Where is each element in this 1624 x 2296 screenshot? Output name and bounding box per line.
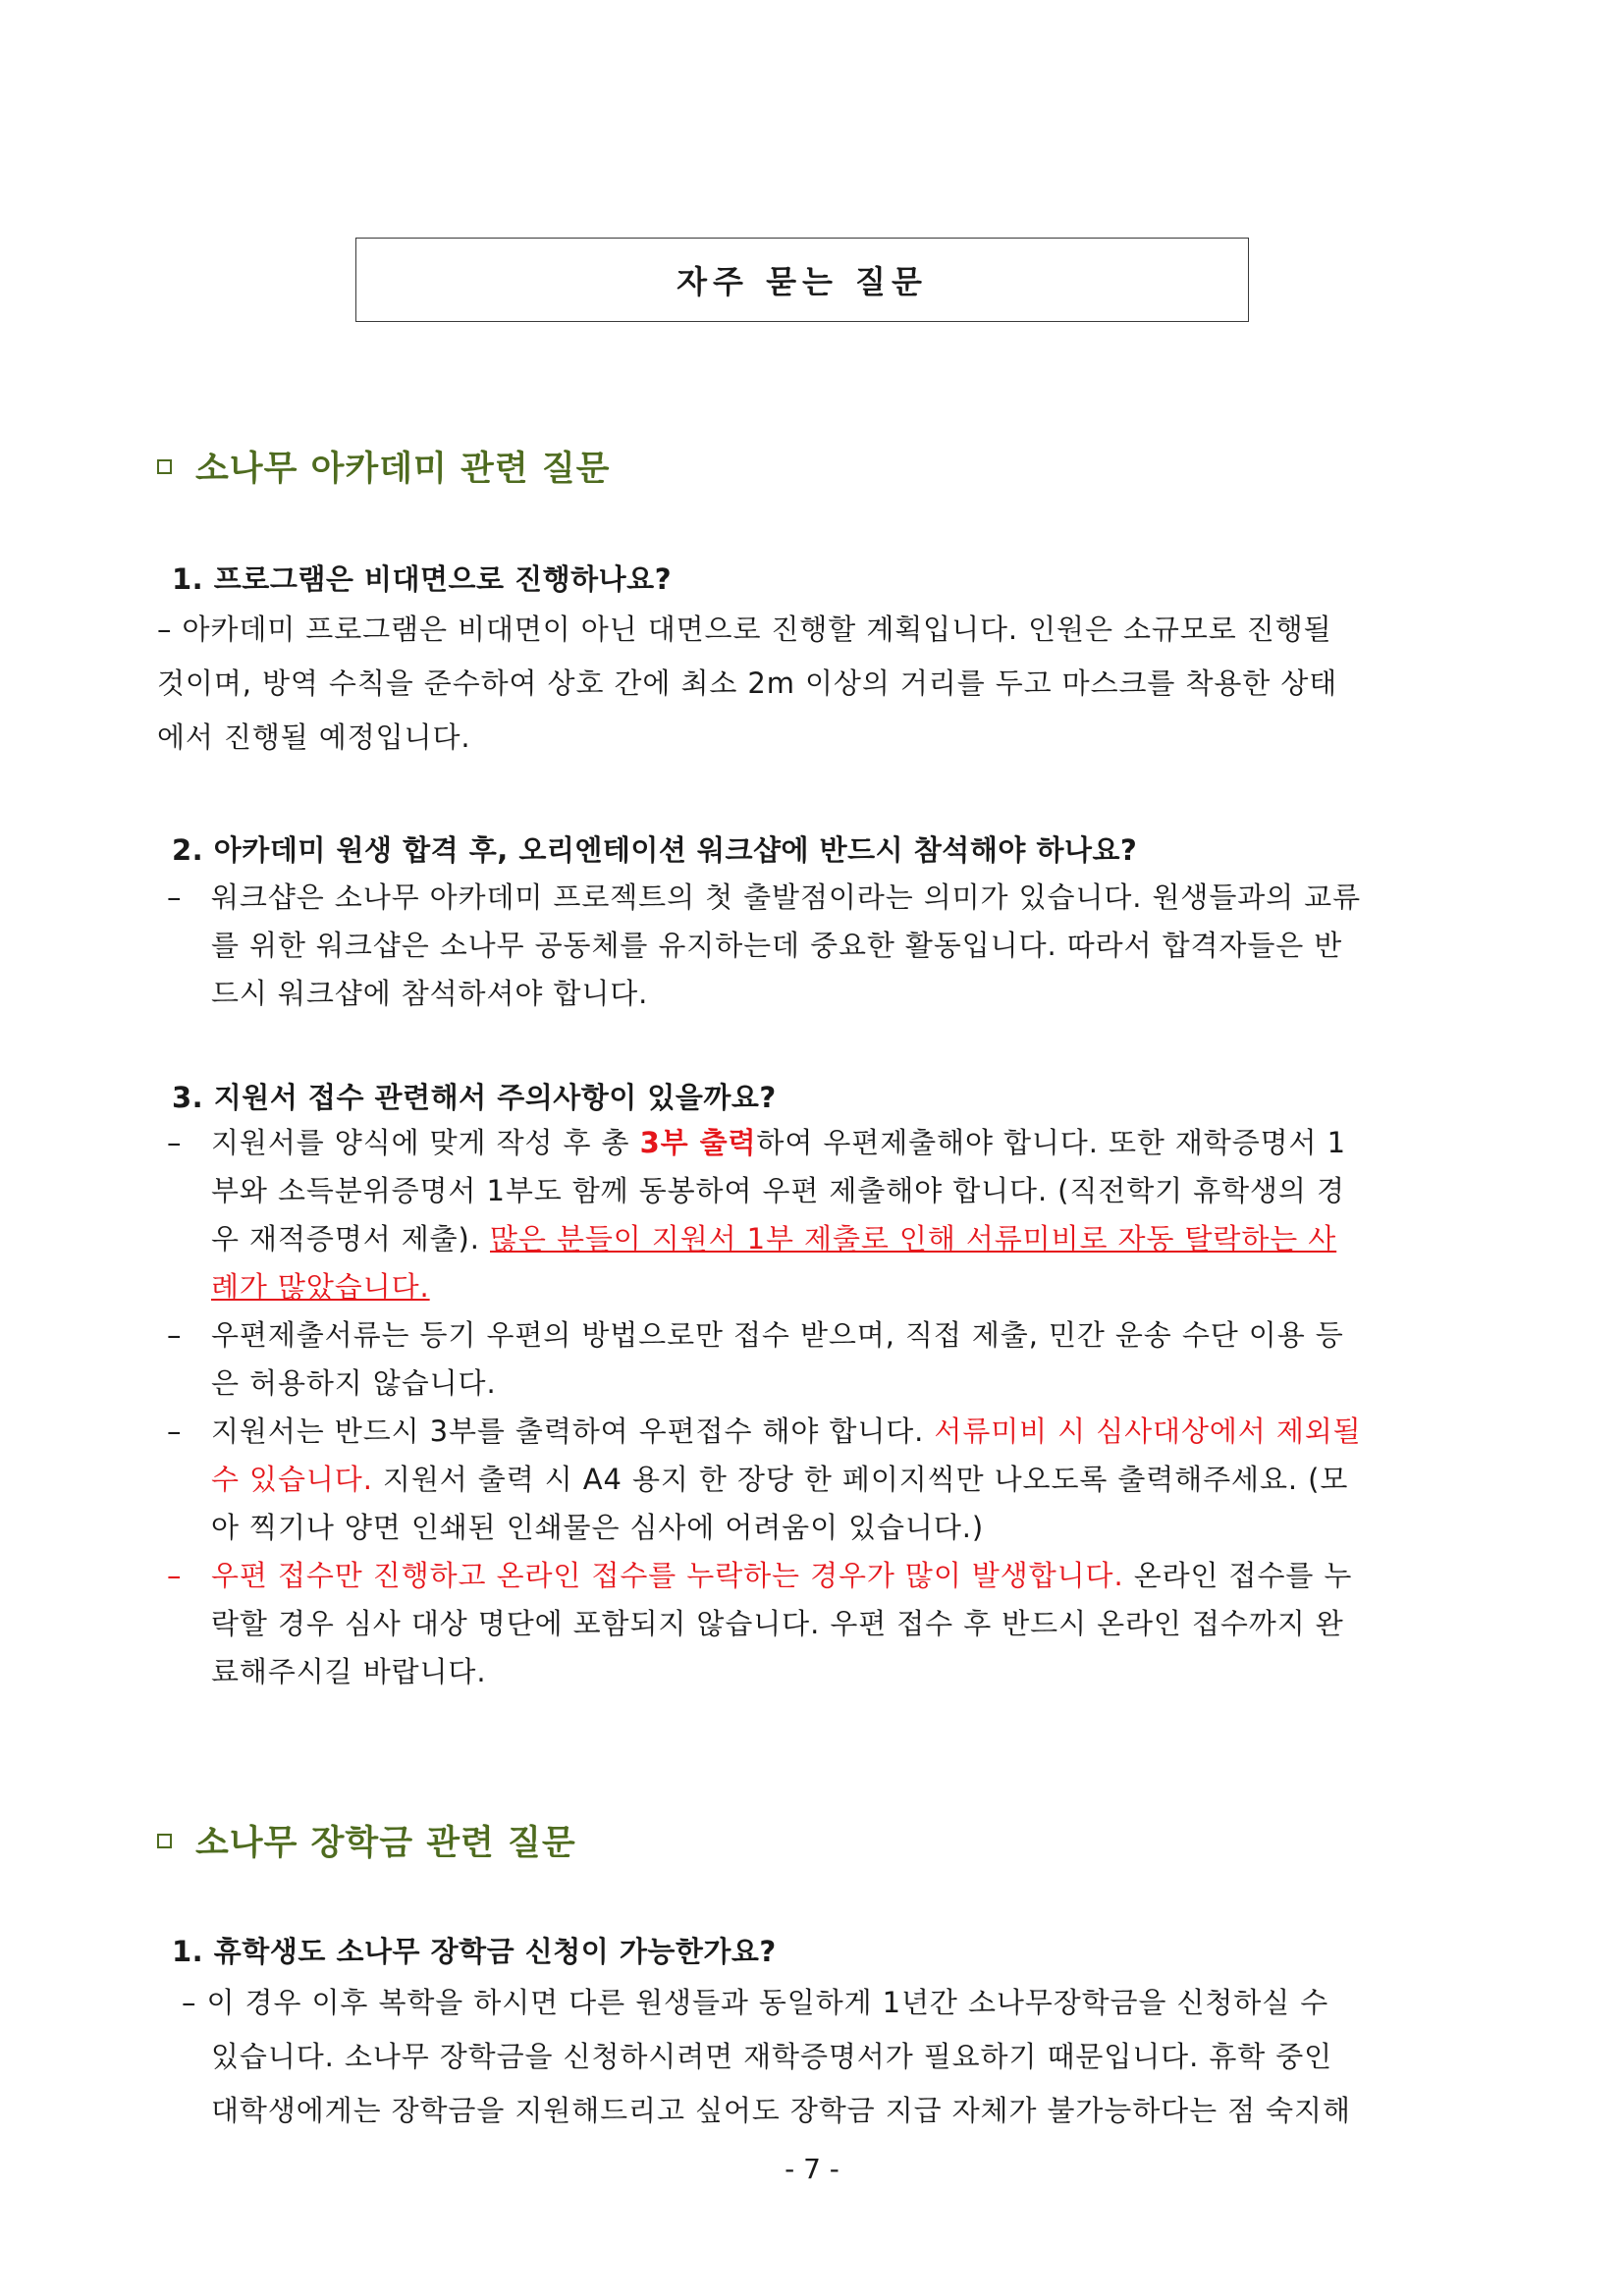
answer-line: 드시 워크샵에 참석하셔야 합니다.	[211, 977, 649, 1010]
page-number: - 7 -	[785, 2153, 839, 2185]
answer-3-item-2	[167, 1311, 1483, 1408]
answer-2	[167, 874, 1483, 1018]
answer-line: 있습니다. 소나무 장학금을 신청하시려면 재학증명서가 필요하기 때문입니다. 휴학 중인	[211, 2040, 1333, 2073]
text: 하여 우편제출해야 합니다. 또한 재학증명서 1	[756, 1126, 1346, 1159]
text: 온라인 접수를 누	[1123, 1559, 1353, 1592]
answer-line: 락할 경우 심사 대상 명단에 포함되지 않습니다. 우편 접수 후 반드시 온라인 접수까지 완	[211, 1607, 1344, 1640]
answer-line: 은 허용하지 않습니다.	[211, 1366, 497, 1400]
checkbox-square-icon	[157, 459, 172, 474]
answer-line: 에서 진행될 예정입니다.	[157, 721, 471, 754]
question-2: 2. 아카데미 원생 합격 후, 오리엔테이션 워크샵에 반드시 참석해야 하나요?	[172, 833, 1138, 867]
text: 지원서는 반드시 3부를 출력하여 우편접수 해야 합니다.	[211, 1415, 935, 1448]
section-heading-text: 소나무 아카데미 관련 질문	[195, 450, 611, 489]
answer-line: 료해주시길 바랍니다.	[211, 1655, 487, 1688]
text: 지원서 출력 시 A4 용지 한 장당 한 페이지씩만 나오도록 출력해주세요. (모	[372, 1463, 1349, 1496]
section-heading-scholarship	[157, 1816, 576, 1865]
answer-line: – 이 경우 이후 복학을 하시면 다른 원생들과 동일하게 1년간 소나무장학금을 신청하실 수	[182, 1986, 1329, 2019]
dash-bullet: –	[167, 1318, 182, 1352]
answer-line: 아 찍기나 양면 인쇄된 인쇄물은 심사에 어려움이 있습니다.)	[211, 1511, 985, 1544]
document-title: 자주 묻는 질문	[355, 238, 1249, 322]
text: 우 재적증명서 제출).	[211, 1222, 490, 1255]
answer-3-item-1	[167, 1119, 1483, 1311]
text: 지원서를 양식에 맞게 작성 후 총	[211, 1126, 640, 1159]
dash-bullet: –	[167, 881, 182, 914]
dash-bullet: –	[167, 1559, 182, 1592]
dash-bullet: –	[167, 1126, 182, 1159]
answer-line: 우편제출서류는 등기 우편의 방법으로만 접수 받으며, 직접 제출, 민간 운송 수단 이용 등	[211, 1318, 1344, 1352]
question-scholarship-1: 1. 휴학생도 소나무 장학금 신청이 가능한가요?	[172, 1935, 777, 1968]
question-3: 3. 지원서 접수 관련해서 주의사항이 있을까요?	[172, 1081, 777, 1114]
answer-scholarship-1	[182, 1976, 1478, 2138]
warning-text: 례가 많았습니다.	[211, 1270, 430, 1304]
answer-line: – 아카데미 프로그램은 비대면이 아닌 대면으로 진행할 계획입니다. 인원은 소규모로 진행될	[157, 613, 1332, 646]
warning-text: 우편 접수만 진행하고 온라인 접수를 누락하는 경우가 많이 발생합니다.	[211, 1559, 1124, 1592]
dash-bullet: –	[167, 1415, 182, 1448]
warning-text: 많은 분들이 지원서 1부 제출로 인해 서류미비로 자동 탈락하는 사	[490, 1222, 1337, 1255]
checkbox-square-icon	[157, 1834, 172, 1848]
answer-3-item-4	[167, 1552, 1483, 1696]
warning-text: 수 있습니다.	[211, 1463, 373, 1496]
section-heading-text: 소나무 장학금 관련 질문	[195, 1824, 576, 1863]
answer-line: 워크샵은 소나무 아카데미 프로젝트의 첫 출발점이라는 의미가 있습니다. 원생들과의 교류	[211, 881, 1362, 914]
section-heading-academy	[157, 442, 610, 491]
answer-line: 대학생에게는 장학금을 지원해드리고 싶어도 장학금 지급 자체가 불가능하다는 점 숙지해	[211, 2094, 1351, 2127]
answer-3-item-3	[167, 1408, 1483, 1552]
answer-line: 것이며, 방역 수칙을 준수하여 상호 간에 최소 2m 이상의 거리를 두고 마스크를 착용한 상태	[157, 667, 1338, 700]
answer-line: 부와 소득분위증명서 1부도 함께 동봉하여 우편 제출해야 합니다. (직전학기 휴학생의 경	[211, 1174, 1345, 1207]
emphasis-text: 3부 출력	[639, 1126, 757, 1159]
answer-1	[157, 603, 1473, 765]
question-1: 1. 프로그램은 비대면으로 진행하나요?	[172, 562, 673, 596]
warning-text: 서류미비 시 심사대상에서 제외될	[934, 1415, 1362, 1448]
answer-line: 를 위한 워크샵은 소나무 공동체를 유지하는데 중요한 활동입니다. 따라서 합격자들은 반	[211, 929, 1343, 962]
